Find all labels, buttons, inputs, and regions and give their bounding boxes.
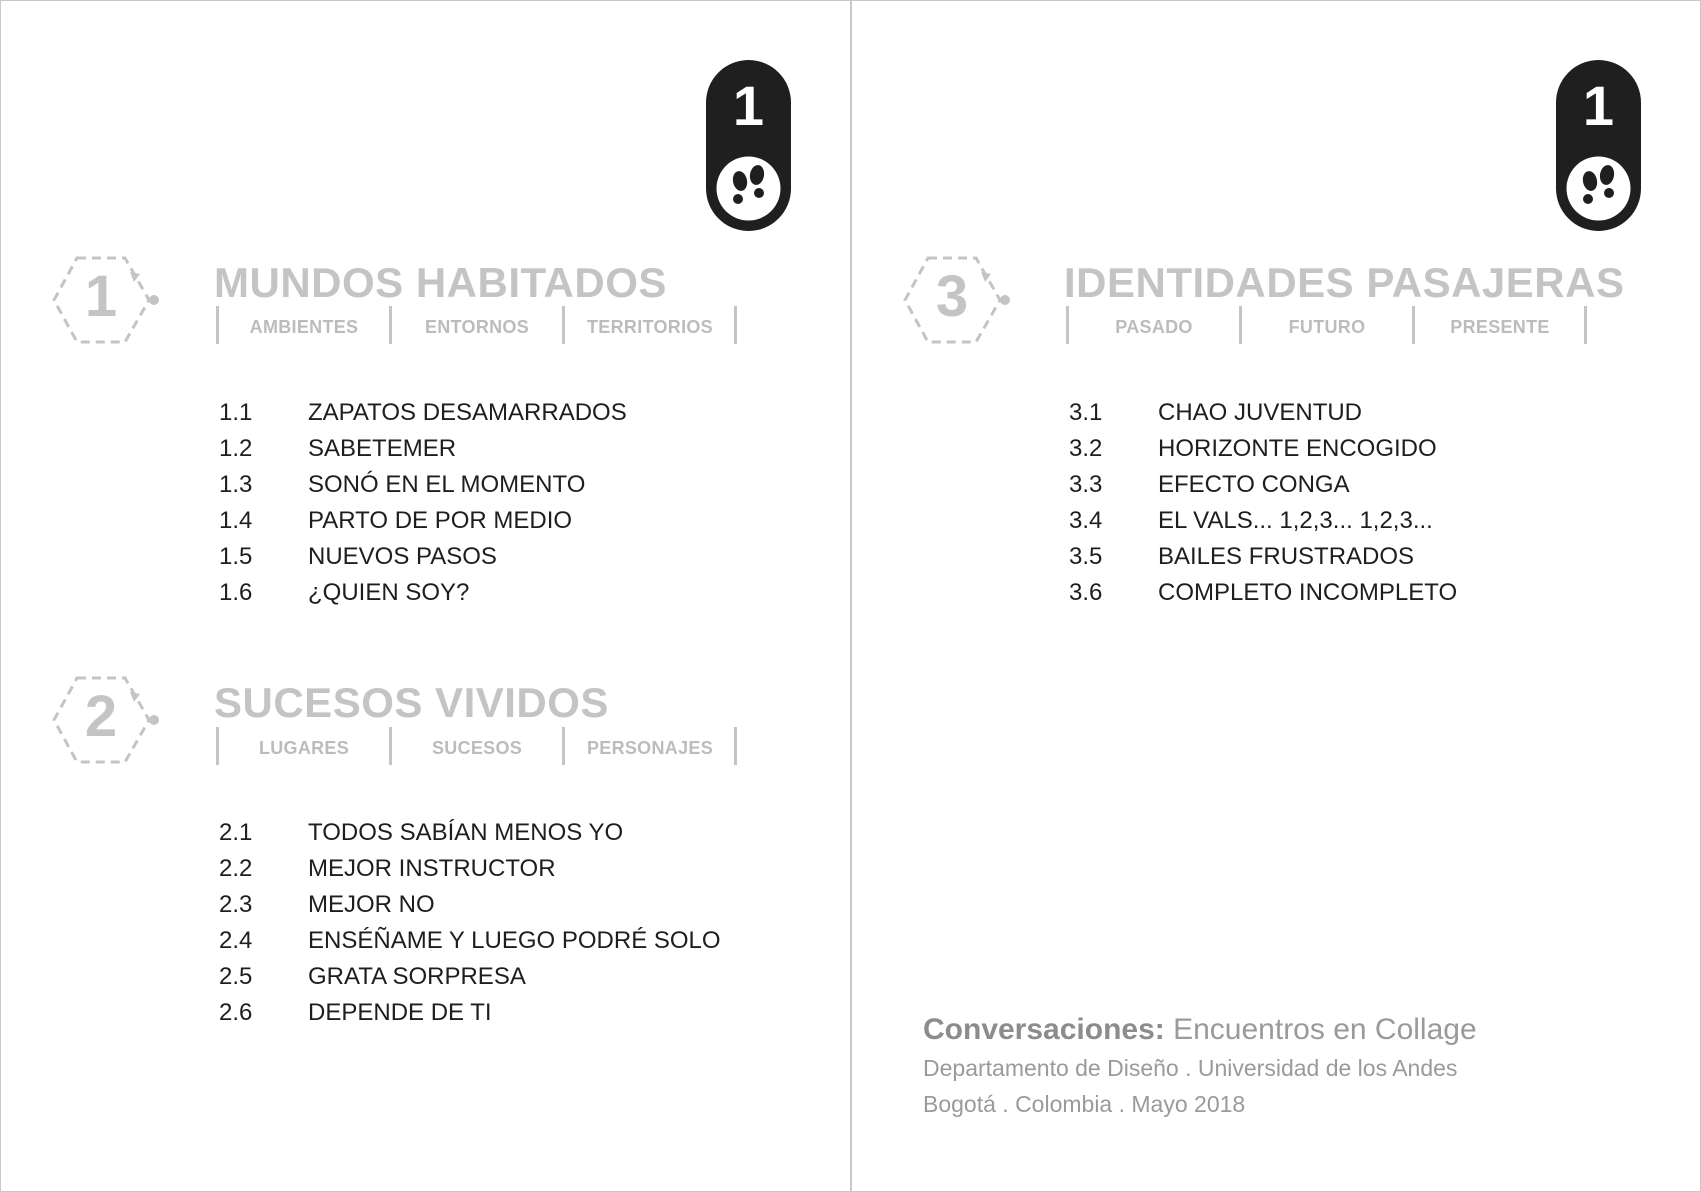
toc-item-title: EFECTO CONGA bbox=[1158, 471, 1350, 498]
toc-item[interactable] bbox=[219, 815, 779, 851]
toc-item[interactable] bbox=[1069, 395, 1629, 431]
toc-item-number: 2.1 bbox=[219, 819, 253, 846]
section-2-subtitle-2: SUCESOS bbox=[431, 738, 523, 758]
toc-item-number: 1.4 bbox=[219, 507, 253, 534]
subtitle-separator bbox=[734, 727, 737, 765]
section-2-subtitle-3: PERSONAJES bbox=[586, 738, 714, 758]
toc-item-title: SABETEMER bbox=[308, 435, 457, 462]
toc-item[interactable] bbox=[1069, 467, 1629, 503]
toc-item[interactable] bbox=[219, 959, 779, 995]
section-1-toc bbox=[219, 395, 779, 611]
toc-item-number: 1.6 bbox=[219, 579, 253, 606]
publication-credits bbox=[923, 1010, 1477, 1122]
toc-item[interactable] bbox=[1069, 575, 1629, 611]
toc-item-number: 2.5 bbox=[219, 963, 253, 990]
toc-item-title: MEJOR INSTRUCTOR bbox=[308, 855, 556, 882]
toc-item[interactable] bbox=[219, 431, 779, 467]
toc-item[interactable] bbox=[219, 887, 779, 923]
toc-item[interactable] bbox=[219, 467, 779, 503]
toc-item-title: HORIZONTE ENCOGIDO bbox=[1158, 435, 1437, 462]
chapter-badge-number: 1 bbox=[1582, 74, 1615, 137]
toc-item[interactable] bbox=[219, 575, 779, 611]
section-3-hexagon bbox=[903, 254, 1013, 346]
toc-item-title: ¿QUIEN SOY? bbox=[308, 579, 470, 606]
section-3-subtitle-2: FUTURO bbox=[1288, 317, 1366, 337]
section-3-toc bbox=[1069, 395, 1629, 611]
toc-item-number: 2.3 bbox=[219, 891, 253, 918]
credits-subtitle: Encuentros en Collage bbox=[1173, 1013, 1477, 1046]
section-3-subtitle-1: PASADO bbox=[1115, 317, 1193, 337]
toc-item-number: 2.6 bbox=[219, 999, 253, 1026]
section-3-title: IDENTIDADES PASAJERAS bbox=[1064, 259, 1625, 306]
toc-item-title: BAILES FRUSTRADOS bbox=[1158, 543, 1415, 570]
toc-item-title: EL VALS... 1,2,3... 1,2,3... bbox=[1158, 507, 1433, 534]
section-1-hexagon bbox=[52, 254, 162, 346]
chapter-badge-left bbox=[706, 60, 791, 231]
section-1-subtitle-1: AMBIENTES bbox=[249, 317, 359, 337]
section-2-number: 2 bbox=[84, 684, 118, 749]
credits-title bbox=[923, 1010, 1477, 1050]
section-2-subtitles bbox=[216, 727, 736, 765]
toc-item[interactable] bbox=[219, 539, 779, 575]
toc-item-title: ZAPATOS DESAMARRADOS bbox=[308, 399, 627, 426]
credits-brand: Conversaciones: bbox=[923, 1013, 1165, 1046]
section-1-subtitle-3: TERRITORIOS bbox=[587, 317, 713, 337]
section-3-number: 3 bbox=[935, 264, 969, 329]
toc-item-title: CHAO JUVENTUD bbox=[1158, 399, 1363, 426]
toc-item-number: 3.3 bbox=[1069, 471, 1103, 498]
toc-item-title: GRATA SORPRESA bbox=[308, 963, 526, 990]
toc-item[interactable] bbox=[1069, 539, 1629, 575]
toc-item[interactable] bbox=[219, 851, 779, 887]
chapter-badge-number: 1 bbox=[732, 74, 765, 137]
section-1-number: 1 bbox=[84, 264, 118, 329]
section-3-subtitles bbox=[1066, 306, 1586, 344]
toc-item-title: TODOS SABÍAN MENOS YO bbox=[308, 819, 624, 846]
toc-item-title: COMPLETO INCOMPLETO bbox=[1158, 579, 1458, 606]
section-2-subtitle-1: LUGARES bbox=[258, 738, 350, 758]
toc-item[interactable] bbox=[219, 923, 779, 959]
toc-item[interactable] bbox=[219, 995, 779, 1031]
toc-item[interactable] bbox=[219, 395, 779, 431]
section-1-title: MUNDOS HABITADOS bbox=[214, 259, 667, 306]
toc-item-number: 3.4 bbox=[1069, 507, 1103, 534]
page-divider bbox=[850, 0, 852, 1192]
toc-item[interactable] bbox=[219, 503, 779, 539]
subtitle-separator bbox=[734, 306, 737, 344]
toc-item-number: 1.1 bbox=[219, 399, 253, 426]
toc-item-number: 2.2 bbox=[219, 855, 253, 882]
toc-item-title: MEJOR NO bbox=[308, 891, 435, 918]
toc-item-number: 3.1 bbox=[1069, 399, 1103, 426]
toc-item-number: 1.5 bbox=[219, 543, 253, 570]
toc-item-title: ENSÉÑAME Y LUEGO PODRÉ SOLO bbox=[308, 927, 721, 954]
toc-item-number: 3.5 bbox=[1069, 543, 1103, 570]
section-2-title: SUCESOS VIVIDOS bbox=[214, 679, 609, 726]
toc-item-number: 1.3 bbox=[219, 471, 253, 498]
toc-item-title: SONÓ EN EL MOMENTO bbox=[308, 471, 586, 498]
credits-place-date: Bogotá . Colombia . Mayo 2018 bbox=[923, 1091, 1246, 1117]
section-1-subtitles bbox=[216, 306, 736, 344]
toc-item[interactable] bbox=[1069, 431, 1629, 467]
section-1-subtitle-2: ENTORNOS bbox=[424, 317, 530, 337]
subtitle-separator bbox=[1584, 306, 1587, 344]
toc-item-number: 1.2 bbox=[219, 435, 253, 462]
toc-item-number: 2.4 bbox=[219, 927, 253, 954]
toc-item-number: 3.6 bbox=[1069, 579, 1103, 606]
section-2-toc bbox=[219, 815, 779, 1031]
toc-item[interactable] bbox=[1069, 503, 1629, 539]
chapter-badge-right bbox=[1556, 60, 1641, 231]
section-3-subtitle-3: PRESENTE bbox=[1450, 317, 1550, 337]
toc-item-title: DEPENDE DE TI bbox=[308, 999, 492, 1026]
toc-item-number: 3.2 bbox=[1069, 435, 1103, 462]
section-2-hexagon bbox=[52, 674, 162, 766]
toc-item-title: PARTO DE POR MEDIO bbox=[308, 507, 573, 534]
credits-department: Departamento de Diseño . Universidad de los Andes bbox=[923, 1055, 1458, 1081]
toc-item-title: NUEVOS PASOS bbox=[308, 543, 497, 570]
